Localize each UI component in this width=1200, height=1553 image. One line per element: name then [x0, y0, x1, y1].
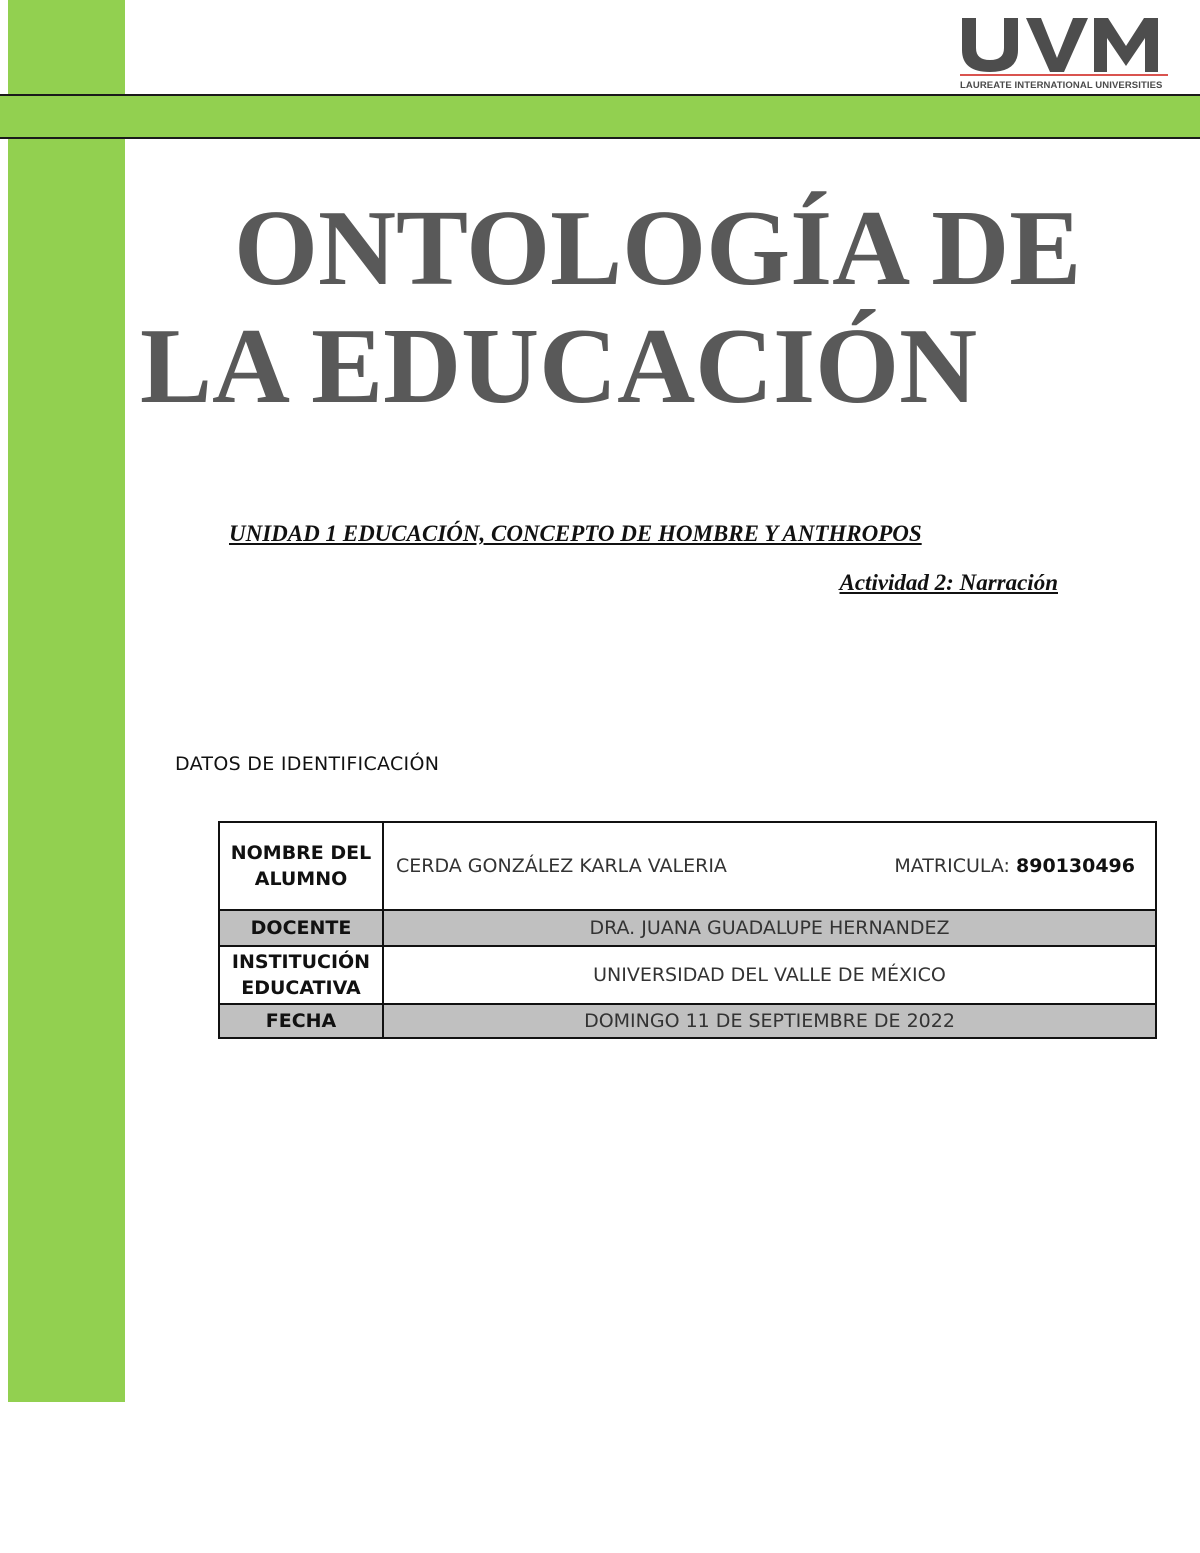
matricula-value: 890130496 — [1016, 855, 1135, 877]
matricula — [894, 855, 1135, 877]
logo-accent-rule — [960, 74, 1168, 76]
title-line-1: ONTOLOGÍA DE — [234, 189, 1082, 308]
identification-table — [218, 821, 1157, 1039]
institucion-value: UNIVERSIDAD DEL VALLE DE MÉXICO — [383, 946, 1156, 1004]
docente-value: DRA. JUANA GUADALUPE HERNANDEZ — [383, 910, 1156, 946]
alumno-name: CERDA GONZÁLEZ KARLA VALERIA — [396, 855, 727, 877]
docente-label: DOCENTE — [219, 910, 383, 946]
uvm-logo — [956, 14, 1172, 94]
green-sidebar-band — [8, 0, 125, 1402]
table-row-fecha — [219, 1004, 1156, 1038]
fecha-label: FECHA — [219, 1004, 383, 1038]
identification-section-label: DATOS DE IDENTIFICACIÓN — [175, 753, 440, 775]
green-header-band — [0, 94, 1200, 139]
activity-heading: Actividad 2: Narración — [839, 570, 1058, 595]
title-line-2: LA EDUCACIÓN — [140, 307, 978, 426]
table-row-docente — [219, 910, 1156, 946]
uvm-logo-mark — [956, 14, 1172, 74]
table-row-alumno — [219, 822, 1156, 910]
institucion-label: INSTITUCIÓN EDUCATIVA — [219, 946, 383, 1004]
matricula-label: MATRICULA: — [894, 855, 1010, 877]
alumno-value-cell — [383, 822, 1156, 910]
document-title — [140, 190, 1100, 426]
alumno-label: NOMBRE DEL ALUMNO — [219, 822, 383, 910]
logo-tagline: LAUREATE INTERNATIONAL UNIVERSITIES — [960, 80, 1163, 91]
table-row-institucion — [219, 946, 1156, 1004]
fecha-value: DOMINGO 11 DE SEPTIEMBRE DE 2022 — [383, 1004, 1156, 1038]
unit-heading: UNIDAD 1 EDUCACIÓN, CONCEPTO DE HOMBRE Y ANTHROPOS — [229, 521, 922, 546]
